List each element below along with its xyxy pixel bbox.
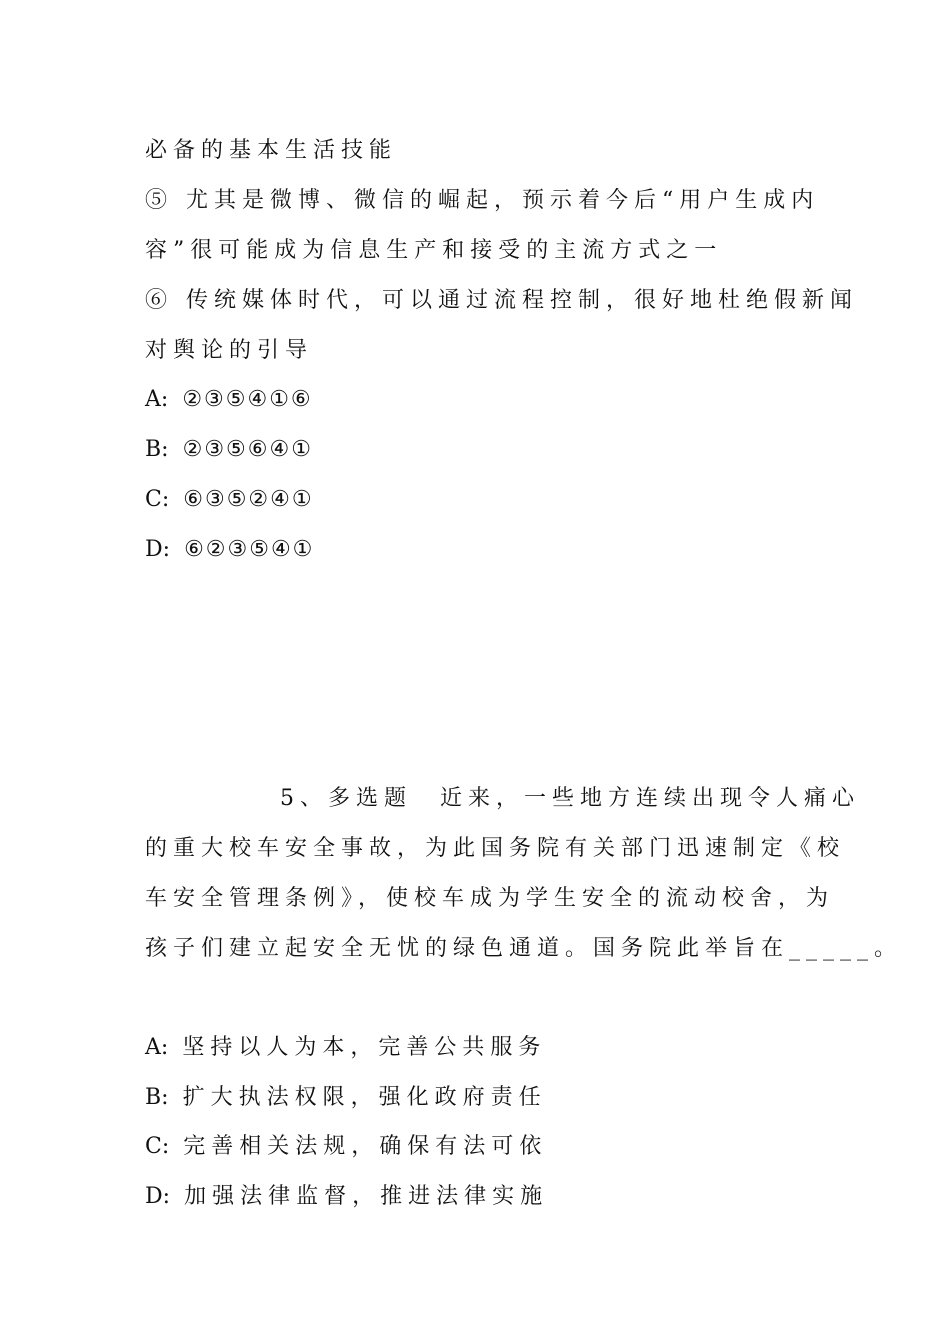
q5-stem-line: 孩子们建立起安全无忧的绿色通道。国务院此举旨在_____。 xyxy=(145,936,903,961)
q5-option-d xyxy=(145,1182,548,1212)
q5-stem-line: 的重大校车安全事故，为此国务院有关部门迅速制定《校 xyxy=(145,836,846,861)
q4-option-d xyxy=(145,535,314,565)
option-label: A: xyxy=(145,1035,169,1060)
option-text: ②③⑤⑥④① xyxy=(182,437,313,462)
option-text: 扩大执法权限，强化政府责任 xyxy=(182,1085,547,1110)
option-text: 完善相关法规，确保有法可依 xyxy=(183,1134,548,1159)
q5-stem-line: 车安全管理条例》，使校车成为学生安全的流动校舍，为 xyxy=(145,886,835,911)
option-label: B: xyxy=(145,1085,169,1110)
q4-text-line: ⑥ 传统媒体时代，可以通过流程控制，很好地杜绝假新闻 xyxy=(145,288,858,313)
option-text: ⑥③⑤②④① xyxy=(183,487,314,512)
q5-header xyxy=(280,784,860,814)
option-label: B: xyxy=(145,437,169,462)
q4-text-line: ⑤ 尤其是微博、微信的崛起，预示着今后“用户生成内 xyxy=(145,188,820,213)
option-text: ⑥②③⑤④① xyxy=(184,537,315,562)
q4-text-line: 容”很可能成为信息生产和接受的主流方式之一 xyxy=(145,238,723,263)
q4-option-c xyxy=(145,485,314,515)
option-label: A: xyxy=(145,387,169,412)
q4-option-b xyxy=(145,435,313,465)
q4-option-a xyxy=(145,385,313,415)
question-stem-start: 近来，一些地方连续出现令人痛心 xyxy=(440,786,861,811)
option-label: C: xyxy=(145,1134,170,1159)
q5-option-b xyxy=(145,1083,547,1113)
option-label: D: xyxy=(145,537,171,562)
option-label: D: xyxy=(145,1184,171,1209)
option-text: 加强法律监督，推进法律实施 xyxy=(184,1184,549,1209)
q5-option-a xyxy=(145,1033,546,1063)
option-text: 坚持以人为本，完善公共服务 xyxy=(182,1035,547,1060)
question-number: 5、多选题 xyxy=(280,786,412,811)
option-text: ②③⑤④①⑥ xyxy=(182,387,313,412)
q4-text-line: 对舆论的引导 xyxy=(145,338,314,363)
q5-option-c xyxy=(145,1132,547,1162)
option-label: C: xyxy=(145,487,170,512)
q4-text-line: 必备的基本生活技能 xyxy=(145,138,398,163)
